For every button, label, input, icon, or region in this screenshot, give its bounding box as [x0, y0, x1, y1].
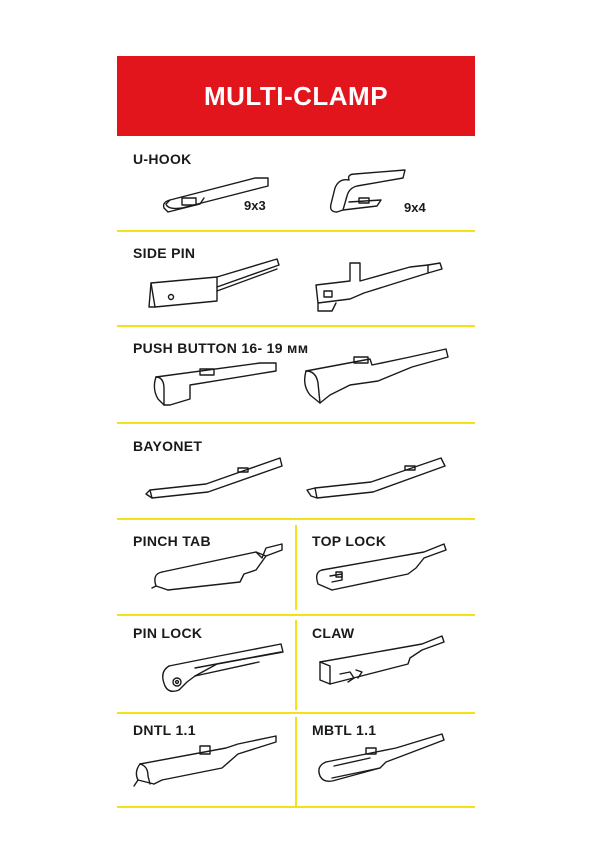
- u-hook-size-9x4: 9x4: [404, 200, 426, 215]
- divider: [117, 712, 475, 714]
- vertical-divider: [295, 717, 297, 807]
- pin-lock-drawing: [155, 636, 290, 701]
- divider: [117, 230, 475, 232]
- header-title: MULTI-CLAMP: [203, 80, 389, 111]
- header-banner: [117, 56, 475, 136]
- push-button-drawing-2: [300, 345, 450, 409]
- claw-drawing: [312, 632, 452, 696]
- pinch-tab-drawing: [148, 540, 288, 595]
- vertical-divider: [295, 525, 297, 610]
- side-pin-drawing-1: [145, 255, 285, 315]
- section-label-push-button: PUSH BUTTON 16- 19 мм: [133, 340, 309, 356]
- top-lock-drawing: [312, 540, 452, 595]
- divider: [117, 325, 475, 327]
- section-label-pin-lock: PIN LOCK: [133, 625, 203, 641]
- divider: [117, 806, 475, 808]
- mbtl-drawing: [310, 728, 450, 796]
- u-hook-9x4-drawing: [325, 166, 415, 220]
- vertical-divider: [295, 620, 297, 710]
- section-label-bayonet: BAYONET: [133, 438, 203, 454]
- section-label-dntl: DNTL 1.1: [133, 722, 196, 738]
- section-label-pinch-tab: PINCH TAB: [133, 533, 211, 549]
- side-pin-drawing-2: [310, 255, 445, 315]
- push-button-drawing-1: [150, 355, 280, 415]
- section-label-claw: CLAW: [312, 625, 355, 641]
- dntl-drawing: [130, 732, 280, 796]
- divider: [117, 614, 475, 616]
- section-label-top-lock: TOP LOCK: [312, 533, 387, 549]
- bayonet-drawing-2: [305, 452, 450, 504]
- section-label-u-hook: U-HOOK: [133, 151, 192, 167]
- divider: [117, 518, 475, 520]
- section-label-side-pin: SIDE PIN: [133, 245, 196, 261]
- divider: [117, 422, 475, 424]
- bayonet-drawing-1: [142, 452, 287, 502]
- u-hook-size-9x3: 9x3: [244, 198, 266, 213]
- section-label-mbtl: MBTL 1.1: [312, 722, 377, 738]
